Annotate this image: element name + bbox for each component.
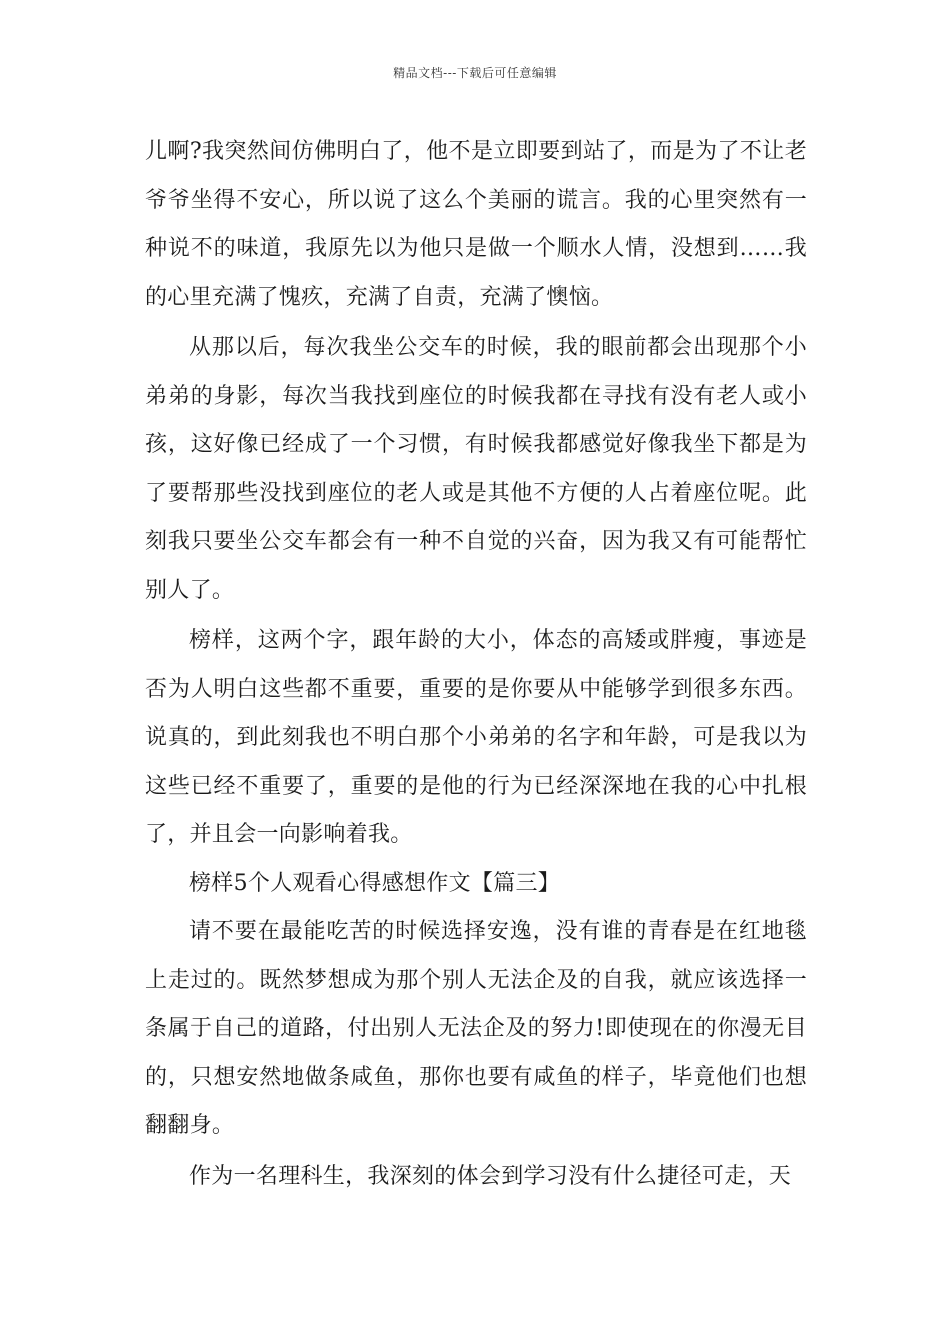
paragraph-1: 儿啊?我突然间仿佛明白了，他不是立即要到站了，而是为了不让老爷爷坐得不安心，所以说了这么个美丽的谎言。我的心里突然有一种说不的味道，我原先以为他只是做一个顺水人情，没想到……我的心里充满了愧疚，充满了自责，充满了懊恼。: [145, 139, 807, 310]
paragraph-3: 榜样，这两个字，跟年龄的大小，体态的高矮或胖瘦，事迹是否为人明白这些都不重要，重要的是你要从中能够学到很多东西。说真的，到此刻我也不明白那个小弟弟的名字和年龄，可是我以为这些已经不重要了，重要的是他的行为已经深深地在我的心中扎根了，并且会一向影响着我。: [145, 628, 807, 847]
document-body: [145, 128, 807, 1201]
page-header: 精品文档---下载后可任意编辑: [393, 66, 557, 80]
paragraph-2: 从那以后，每次我坐公交车的时候，我的眼前都会出现那个小弟弟的身影，每次当我找到座位的时候我都在寻找有没有老人或小孩，这好像已经成了一个习惯，有时候我都感觉好像我坐下都是为了要帮那些没找到座位的老人或是其他不方便的人占着座位呢。此刻我只要坐公交车都会有一种不自觉的兴奋，因为我又有可能帮忙别人了。: [145, 335, 807, 603]
section-heading: 榜样5个人观看心得感想作文【篇三】: [189, 870, 561, 896]
paragraph-4: 请不要在最能吃苦的时候选择安逸，没有谁的青春是在红地毯上走过的。既然梦想成为那个别人无法企及的自我，就应该选择一条属于自己的道路，付出别人无法企及的努力!即使现在的你漫无目的，只想安然地做条咸鱼，那你也要有咸鱼的样子，毕竟他们也想翻翻身。: [145, 919, 807, 1138]
paragraph-5: 作为一名理科生，我深刻的体会到学习没有什么捷径可走，天: [189, 1163, 792, 1189]
